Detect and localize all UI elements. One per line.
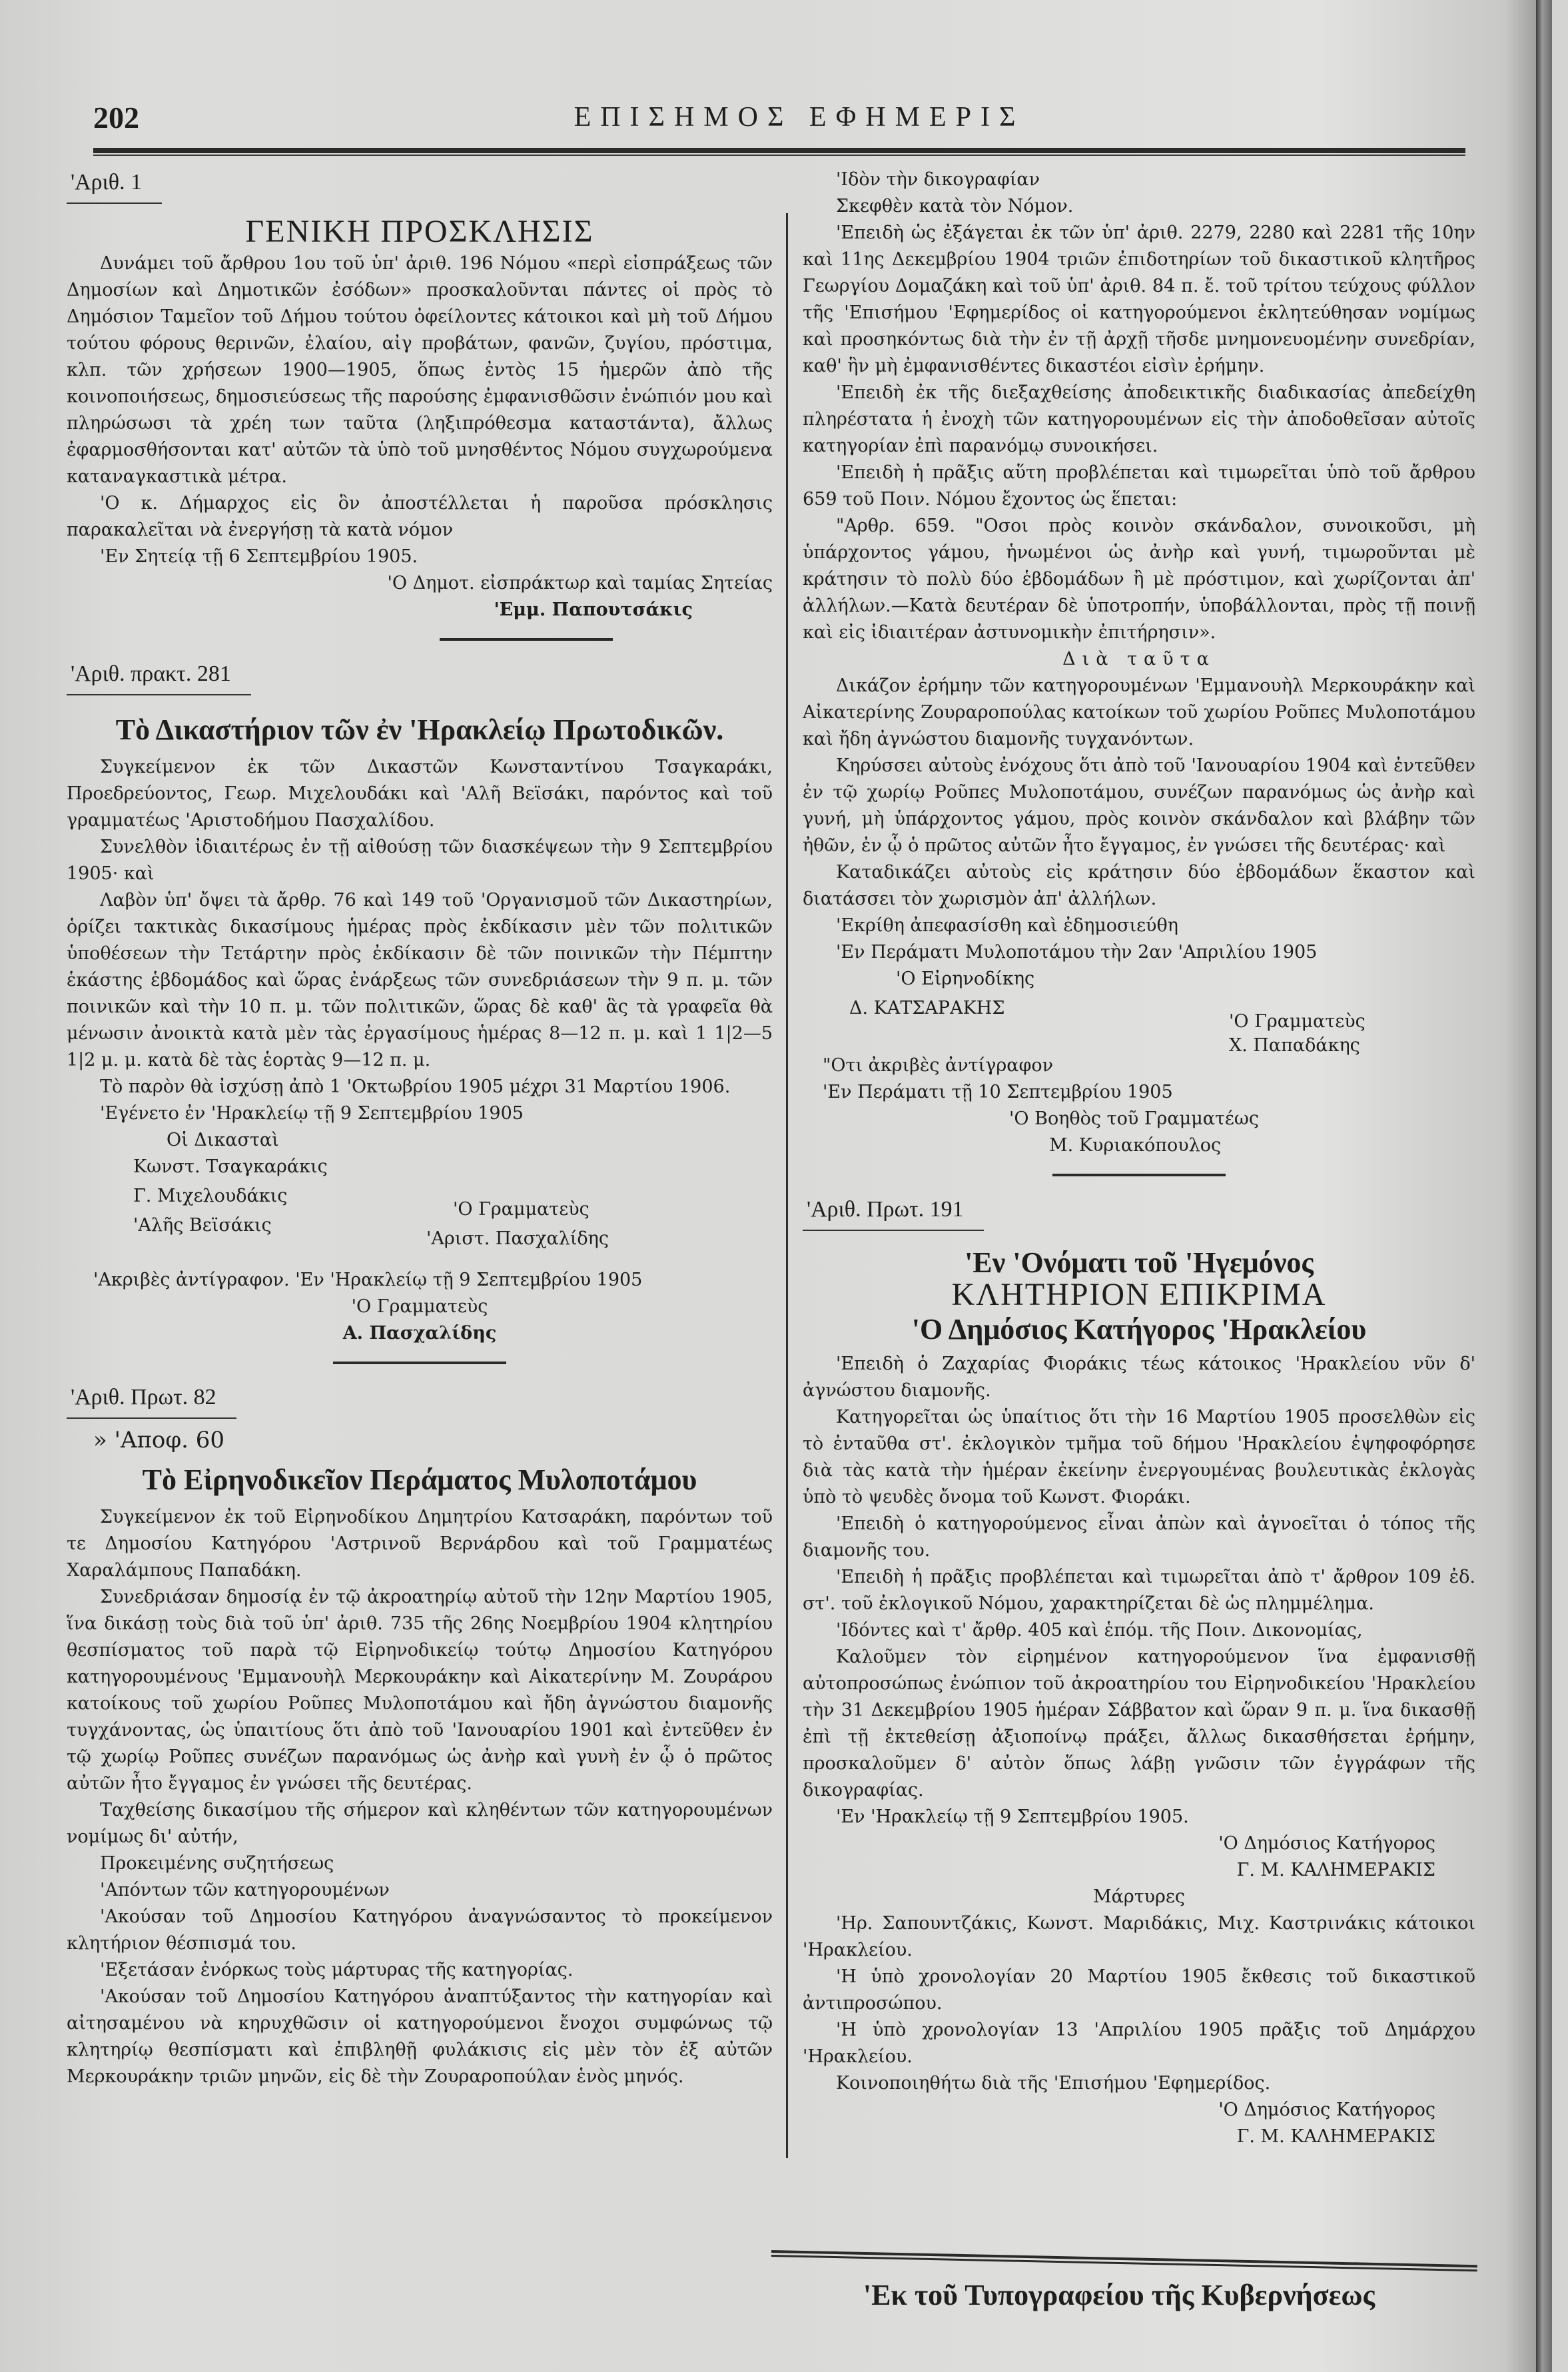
notice-subtitle: 'Ο Δημόσιος Κατήγορος 'Ηρακλείου: [911, 1313, 1367, 1346]
notice-title: ΓΕΝΙΚΗ ΠΡΟΣΚΛΗΣΙΣ: [245, 214, 594, 249]
paragraph: 'Εγένετο ἐν 'Ηρακλείῳ τῇ 9 Σεπτεμβρίου 1905: [100, 1103, 524, 1124]
paragraph: 'Η ὑπὸ χρονολογίαν 13 'Απριλίου 1905 πρᾶξις τοῦ Δημάρχου 'Ηρακλείου.: [803, 2020, 1475, 2067]
clerk-role: 'Ο Γραμματεὺς: [1229, 1011, 1366, 1032]
signatures-block: [67, 1154, 773, 1267]
witnesses-label: Μάρτυρες: [1092, 1886, 1186, 1907]
paragraph: 'Απόντων τῶν κατηγορουμένων: [100, 1880, 390, 1900]
page-number: 202: [93, 101, 139, 135]
assistant-name: Μ. Κυριακόπουλος: [1049, 1135, 1222, 1156]
paragraph: 'Επειδὴ ἡ πρᾶξις αὕτη προβλέπεται καὶ τιμωρεῖται ὑπὸ τοῦ ἄρθρου 659 τοῦ Ποιν. Νόμου ἔχοντος ὡς ἕπεται:: [803, 462, 1475, 510]
judges-label: Οἱ Δικασταὶ: [167, 1130, 279, 1150]
assistant-role: 'Ο Βοηθὸς τοῦ Γραμματέως: [1009, 1108, 1260, 1129]
paragraph: 'Εκρίθη ἀπεφασίσθη καὶ ἐδημοσιεύθη: [836, 915, 1178, 936]
clerk-name: 'Αριστ. Πασχαλίδης: [426, 1228, 609, 1249]
notice-title: Τὸ Εἰρηνοδικεῖον Περάματος Μυλοποτάμου: [142, 1463, 697, 1496]
notice-court-first-instance: [67, 658, 773, 1364]
paragraph: Συγκείμενον ἐκ τῶν Δικαστῶν Κωνσταντίνου Τσαγκαράκι, Προεδρεύοντος, Γεωρ. Μιχελουδάκι καὶ 'Αλῆ Βεϊσάκι, παρόντος καὶ τοῦ γραμματέως 'Αριστοδήμου Πασχαλίδου.: [67, 757, 773, 831]
section-heading: Διὰ ταῦτα: [1062, 649, 1216, 669]
notice-reference: 'Αριθ. πρακτ. 281: [67, 658, 251, 695]
paragraph: Σκεφθὲν κατὰ τὸν Νόμον.: [836, 196, 1074, 216]
copy-name: Α. Πασχαλίδης: [342, 1323, 497, 1344]
copy-role: 'Ο Γραμματεὺς: [351, 1296, 488, 1317]
paragraph: Προκειμένης συζητήσεως: [100, 1853, 334, 1874]
paragraph: Συγκείμενον ἐκ τοῦ Εἰρηνοδίκου Δημητρίου Κατσαράκη, παρόντων τοῦ τε Δημοσίου Κατηγόρου 'Αστρινοῦ Βερνάρδου καὶ τοῦ Γραμματέως Χαραλάμπους Παπαδάκη.: [67, 1507, 773, 1581]
paragraph: 'Επειδὴ ὡς ἐξάγεται ἐκ τῶν ὑπ' ἀριθ. 2279, 2280 καὶ 2281 τῆς 10ην καὶ 11ης Δεκεμβρίου 1904 τριῶν ἐπιδοτηρίων τοῦ δικαστικοῦ κλητῆρος Γεωργίου Δομαζάκη καὶ τοῦ ὑπ' ἀριθ. 84 π. ἔ. τοῦ τρίτου τεύχους φύλλον τῆς 'Επισήμου 'Εφημερίδος οἱ κατηγορούμενοι ἐκλητεύθησαν νομίμως καὶ προσηκόντως διὰ τὴν ἐν τῇ ἀρχῇ τῆσδε μνημονευομένην συνεδρίαν, καθ' ἣν μὴ ἐμφανισθέντες δικαστέοι εἰσὶν ἐρήμην.: [803, 222, 1475, 376]
magistrate-decision-continuation: [803, 167, 1475, 1176]
paragraph: Τὸ παρὸν θὰ ἰσχύσῃ ἀπὸ 1 'Οκτωβρίου 1905 μέχρι 31 Μαρτίου 1906.: [100, 1076, 731, 1097]
column-divider: [786, 213, 788, 2158]
paragraph: Συνεδριάσαν δημοσίᾳ ἐν τῷ ἀκροατηρίῳ αὐτοῦ τὴν 12ην Μαρτίου 1905, ἵνα δικάσῃ τοὺς διὰ τοῦ ὑπ' ἀριθ. 735 τῆς 26ης Νοεμβρίου 1904 κλητηρίου θεσπίσματος τοῦ παρὰ τῷ Εἰρηνοδικείῳ τούτῳ Δημοσίου Κατηγόρου κατηγορουμένους 'Εμμανουὴλ Μερκουράκην καὶ Αἰκατερίνην Μ. Ζουράρου κατοίκους τοῦ χωρίου Ροῦπες Μυλοποτάμου καὶ ἤδη ἀγνώστου διαμονῆς τυγχάνοντας, ὡς ὑπαιτίους ὅτι ἀπὸ τοῦ 'Ιανουαρίου 1901 καὶ ἐντεῦθεν ἐν τῷ χωρίῳ Ροῦπες συνέζων παρανόμως ὡς ἀνὴρ καὶ γυνὴ ἐν ᾧ ὁ πρῶτος αὐτῶν ἦτο ἔγγαμος ἐν γνώσει τῆς δευτέρας.: [67, 1587, 773, 1794]
paragraph: 'Εν Σητείᾳ τῇ 6 Σεπτεμβρίου 1905.: [100, 546, 418, 567]
right-column: [803, 167, 1475, 2150]
notice-summons-verdict: [803, 1194, 1475, 2150]
prosecutor-name: Γ. Μ. ΚΑΛΗΜΕΡΑΚΙΣ: [1236, 2126, 1435, 2147]
paragraph: Λαβὸν ὑπ' ὄψει τὰ ἄρθρ. 76 καὶ 149 τοῦ 'Οργανισμοῦ τῶν Δικαστηρίων, ὁρίζει τακτικὰς δικασίμους ἡμέρας πρὸς ἐκδίκασιν μὲν τῶν πολιτικῶν ὑποθέσεων τὴν Τετάρτην πρὸς ἐκδίκασιν δὲ τῶν ποινικῶν τὴν Πέμπτην ἑκάστης ἑβδομάδος καὶ ὥρας ἐνάρξεως τῶν συνεδριάσεων τὴν 9 π. μ. τῶν ποινικῶν καὶ τὴν 10 π. μ. τῶν πολιτικῶν, ὥρας δὲ καθ' ἃς τὰ γραφεῖα θὰ μένωσιν ἀνοικτὰ κατὰ μὲν τὰς ἐργασίμους ἡμέρας 8—12 π. μ. καὶ 1 1|2—5 1|2 μ. μ. κατὰ δὲ τὰς ἑορτὰς 9—12 π. μ.: [67, 890, 773, 1070]
decision-reference: » 'Αποφ. 60: [93, 1427, 225, 1453]
footer-rule: [771, 2250, 1477, 2271]
signature-name: 'Εμμ. Παπουτσάκις: [494, 599, 693, 620]
notice-general-invitation: [67, 167, 773, 641]
page-edge-shadow: [1536, 0, 1552, 2372]
judge-name: Γ. Μιχελουδάκις: [133, 1186, 288, 1206]
section-rule: [1052, 1174, 1226, 1176]
paragraph: Κοινοποιηθήτω διὰ τῆς 'Επισήμου 'Εφημερίδος.: [836, 2073, 1271, 2094]
judge-role: 'Ο Εἰρηνοδίκης: [896, 969, 1035, 989]
section-rule: [440, 638, 613, 641]
printer-imprint: 'Εκ τοῦ Τυπογραφείου τῆς Κυβερνήσεως: [863, 2279, 1375, 2311]
header-rule: [93, 148, 1465, 156]
left-column: [67, 167, 773, 2090]
judge-name: Κωνστ. Τσαγκαράκις: [133, 1156, 328, 1177]
paragraph: 'Ο κ. Δήμαρχος εἰς ὃν ἀποστέλλεται ἡ παροῦσα πρόσκλησις παρακαλεῖται νὰ ἐνεργήσῃ τὰ κατὰ νόμον: [67, 493, 773, 540]
prosecutor-name: Γ. Μ. ΚΑΛΗΜΕΡΑΚΙΣ: [1236, 1860, 1435, 1880]
paragraph: 'Επειδὴ ὁ Ζαχαρίας Φιοράκις τέως κάτοικος 'Ηρακλείου νῦν δ' ἀγνώστου διαμονῆς.: [803, 1354, 1475, 1401]
clerk-name: Χ. Παπαδάκης: [1229, 1035, 1360, 1056]
signatures-block: [803, 966, 1475, 1056]
paragraph: 'Εν Περάματι Μυλοποτάμου τὴν 2αν 'Απριλίου 1905: [836, 942, 1318, 963]
signature-role: 'Ο Δημοτ. εἰσπράκτωρ καὶ ταμίας Σητείας: [387, 573, 773, 593]
section-rule: [333, 1362, 506, 1364]
notice-title: ΚΛΗΤΗΡΙΟΝ ΕΠΙΚΡΙΜΑ: [951, 1277, 1327, 1312]
prosecutor-role: 'Ο Δημόσιος Κατήγορος: [1218, 1833, 1435, 1854]
paragraph: Καταδικάζει αὐτοὺς εἰς κράτησιν δύο ἑβδομάδων ἕκαστον καὶ διατάσσει τὸν χωρισμὸν ἀπ' ἀλλήλων.: [803, 862, 1475, 909]
paragraph: 'Επειδὴ ἐκ τῆς διεξαχθείσης ἀποδεικτικῆς διαδικασίας ἀπεδείχθη πληρέστατα ἡ ἐνοχὴ τῶν κατηγορουμένων εἰς τὴν ἀποδοθεῖσαν αὐτοῖς κατηγορίαν ἐπὶ παρανόμῳ συνοικήσει.: [803, 382, 1475, 456]
notice-reference: 'Αριθ. 1: [67, 167, 162, 204]
paragraph: 'Επειδὴ ἡ πρᾶξις προβλέπεται καὶ τιμωρεῖται ἀπὸ τ' ἄρθρον 109 ἐδ. στ'. τοῦ ἐκλογικοῦ Νόμου, χαρακτηρίζεται δὲ ὡς πλημμέλημα.: [803, 1567, 1475, 1614]
paragraph: 'Εξετάσαν ἐνόρκως τοὺς μάρτυρας τῆς κατηγορίας.: [100, 1960, 574, 1980]
paragraph: Δυνάμει τοῦ ἄρθρου 1ου τοῦ ὑπ' ἀριθ. 196 Νόμου «περὶ εἰσπράξεως τῶν Δημοσίων καὶ Δημοτικῶν ἐσόδων» προσκαλοῦνται πάντες οἱ πρὸς τὸ Δημόσιον Ταμεῖον τοῦ Δήμου τούτου ὀφείλοντες κάτοικοι καὶ μὴ τοῦ Δήμου τούτου φόρους θερινῶν, ἐλαίου, αἰγ προβάτων, φανῶν, ζυγίου, πρόστιμα, κλπ. τῶν χρήσεων 1900—1905, ὅπως ἐντὸς 15 ἡμερῶν ἀπὸ τῆς κοινοποιήσεως, δημοσιεύσεως τῆς παρούσης ἐμφανισθῶσιν ἐνώπιόν μου καὶ πληρώσωσι τὰ χρέη των ταῦτα (ληξιπρόθεσμα καταστάντα), ἄλλως ἐφαρμοσθήσονται κατ' αὐτῶν τὰ ὑπὸ τοῦ μνησθέντος Νόμου συγχωρούμενα καταναγκαστικὰ μέτρα.: [67, 253, 773, 487]
paragraph: 'Ιδόντες καὶ τ' ἄρθρ. 405 καὶ ἑπόμ. τῆς Ποιν. Δικονομίας,: [836, 1620, 1363, 1641]
paragraph: Κατηγορεῖται ὡς ὑπαίτιος ὅτι τὴν 16 Μαρτίου 1905 προσελθὼν εἰς τὸ ἐνταῦθα στ'. ἐκλογικὸν τμῆμα τοῦ δήμου 'Ηρακλείου ἐψηφοφόρησε διὰ τὰς κατὰ τὴν ἡμέραν ἐκείνην ἐνεργουμένας βουλευτικὰς ἐκλογὰς ὑπὸ τὸ ψευδὲς ὄνομα τοῦ Κωνστ. Φιοράκι.: [803, 1407, 1475, 1507]
notice-magistrate-court: [67, 1382, 773, 2090]
paragraph: 'Η ὑπὸ χρονολογίαν 20 Μαρτίου 1905 ἔκθεσις τοῦ δικαστικοῦ ἀντιπροσώπου.: [803, 1966, 1475, 2014]
notice-title-invocation: 'Εν 'Ονόματι τοῦ 'Ηγεμόνος: [965, 1246, 1314, 1279]
masthead-title: ΕΠΙΣΗΜΟΣ ΕΦΗΜΕΡΙΣ: [574, 102, 1025, 133]
paragraph: 'Επειδὴ ὁ κατηγορούμενος εἶναι ἀπὼν καὶ ἀγνοεῖται ὁ τόπος τῆς διαμονῆς του.: [803, 1513, 1475, 1561]
notice-reference: 'Αριθ. Πρωτ. 82: [67, 1382, 236, 1419]
page-header: [93, 100, 1465, 140]
notice-reference: 'Αριθ. Πρωτ. 191: [803, 1194, 984, 1231]
paragraph: Συνελθὸν ἰδιαιτέρως ἐν τῇ αἰθούσῃ τῶν διασκέψεων τὴν 9 Σεπτεμβρίου 1905· καὶ: [67, 837, 773, 884]
paragraph: 'Ηρ. Σαπουντζάκις, Κωνστ. Μαριδάκις, Μιχ. Καστρινάκις κάτοικοι 'Ηρακλείου.: [803, 1913, 1475, 1960]
paragraph: Καλοῦμεν τὸν εἰρημένον κατηγορούμενον ἵνα ἐμφανισθῇ αὐτοπροσώπως ἐνώπιον τοῦ ἀκροατηρίου του Εἰρηνοδικείου 'Ηρακλείου τὴν 31 Δεκεμβρίου 1905 ἡμέραν Σάββατον καὶ ὥραν 9 π. μ. ἵνα δικασθῇ ἐπὶ τῇ ἐκτεθείσῃ ἀξιοποίνῳ πράξει, ἄλλως δικασθήσεται ἐρήμην, προσκαλοῦμεν δ' αὐτὸν ὅπως λάβῃ γνῶσιν τῶν ἐγγράφων τῆς δικογραφίας.: [803, 1647, 1475, 1800]
paragraph: Ταχθείσης δικασίμου τῆς σήμερον καὶ κληθέντων τῶν κατηγορουμένων νομίμως δι' αὐτήν,: [67, 1800, 773, 1847]
judge-name: Δ. ΚΑΤΣΑΡΑΚΗΣ: [849, 998, 1005, 1018]
paragraph: 'Ακούσαν τοῦ Δημοσίου Κατηγόρου ἀναγνώσαντος τὸ προκείμενον κλητήριον θέσπισμά του.: [67, 1906, 773, 1954]
copy-line: 'Ακριβὲς ἀντίγραφον. 'Εν 'Ηρακλείῳ τῇ 9 Σεπτεμβρίου 1905: [93, 1270, 643, 1290]
paragraph: 'Ιδὸν τὴν δικογραφίαν: [836, 169, 1040, 190]
paragraph: "Αρθρ. 659. "Οσοι πρὸς κοινὸν σκάνδαλον, συνοικοῦσι, μὴ ὑπάρχοντος γάμου, ἡνωμένοι ὡς ἀνὴρ καὶ γυνή, τιμωροῦνται μὲ κράτησιν τὸ πολὺ δύο ἑβδομάδων ἢ μὲ πρόστιμον, καὶ χωρίζονται ἀπ' ἀλλήλων.—Κατὰ δευτέραν δὲ ὑποτροπήν, ὑποβάλλονται, πρὸς τῇ ποινῇ καὶ εἰς ἰδιαιτέραν ἀστυνομικὴν ἐπιτήρησιν».: [803, 516, 1475, 643]
paragraph: Κηρύσσει αὐτοὺς ἐνόχους ὅτι ἀπὸ τοῦ 'Ιανουαρίου 1904 καὶ ἐντεῦθεν ἐν τῷ χωρίῳ Ροῦπες Μυλοποτάμου, συνέζων παρανόμως ὡς ἀνὴρ καὶ γυνή, μὴ ὑπάρχοντος γάμου, πρὸς κοινὸν σκάνδαλον καὶ βλάβην τῶν ἠθῶν, ἐν ᾧ ὁ πρῶτος αὐτῶν ἦτο ἔγγαμος, ἐν γνώσει τῆς δευτέρας· καὶ: [803, 755, 1475, 856]
paragraph: 'Ακούσαν τοῦ Δημοσίου Κατηγόρου ἀναπτύξαντος τὴν κατηγορίαν καὶ αἰτησαμένου νὰ κηρυχθῶσιν οἱ κατηγορούμενοι ἔνοχοι συμφώνως τῷ κλητηρίῳ θεσπίσματι καὶ ἐπιβληθῇ φυλάκισις εἰς μὲν τὸν ἐξ αὐτῶν Μερκουράκην τριῶν μηνῶν, εἰς δὲ τὴν Ζουραροπούλαν ἑνὸς μηνός.: [67, 1986, 773, 2087]
notice-title: Τὸ Δικαστήριον τῶν ἐν 'Ηρακλείῳ Πρωτοδικῶν.: [115, 713, 724, 746]
paragraph: 'Εν 'Ηρακλείῳ τῇ 9 Σεπτεμβρίου 1905.: [836, 1806, 1189, 1827]
paragraph: Δικάζον ἐρήμην τῶν κατηγορουμένων 'Εμμανουὴλ Μερκουράκην καὶ Αἰκατερίνης Ζουραροπούλας κατοίκων τοῦ χωρίου Ροῦπες Μυλοποτάμου καὶ ἤδη ἀγνώστου διαμονῆς τυγχανόντων.: [803, 675, 1475, 749]
judge-name: 'Αλῆς Βεϊσάκις: [133, 1215, 272, 1236]
copy-place-date: 'Εν Περάματι τῇ 10 Σεπτεμβρίου 1905: [823, 1082, 1173, 1102]
clerk-role: 'Ο Γραμματεὺς: [453, 1199, 589, 1220]
copy-line: "Οτι ἀκριβὲς ἀντίγραφον: [823, 1055, 1054, 1076]
prosecutor-role: 'Ο Δημόσιος Κατήγορος: [1218, 2100, 1435, 2120]
